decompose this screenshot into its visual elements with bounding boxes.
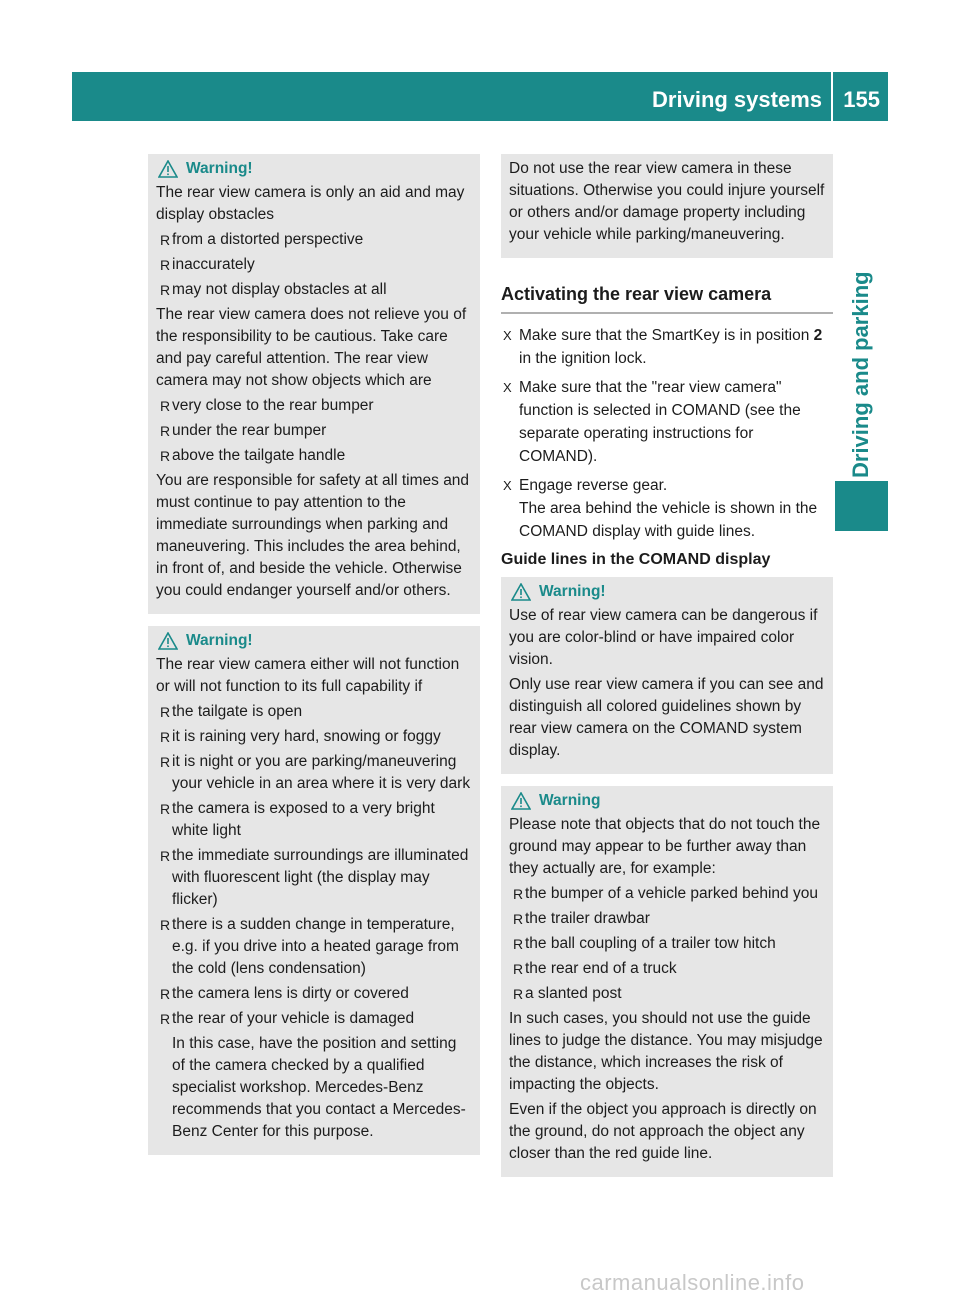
list-item: R it is raining very hard, snowing or foggy (160, 728, 441, 745)
list-item: R under the rear bumper (160, 422, 327, 439)
warning-box (501, 786, 833, 1177)
page-header (72, 72, 888, 121)
warning-note: In this case, have the position and setting of the camera checked by a qualified specialist workshop. Mercedes-Benz recommends that you contact a Mercedes-Benz Center for this purpose. (172, 1035, 466, 1140)
list-item: R from a distorted perspective (160, 231, 364, 248)
side-tab-label: Driving and parking (848, 271, 873, 478)
warning-title: Warning! (186, 632, 253, 649)
warning-title: Warning (539, 792, 601, 809)
warning-triangle-icon (511, 583, 531, 601)
step-arrow-icon: X (503, 478, 512, 493)
step-arrow-icon: X (503, 380, 512, 395)
warning-text: Use of rear view camera can be dangerous if you are color-blind or have impaired color vision. (509, 607, 818, 668)
warning-text: The rear view camera does not relieve you of the responsibility to be cautious. Take care and pay careful attention. The rear view camera may not show objects which are (156, 306, 467, 389)
warning-box (501, 577, 833, 774)
warning-triangle-icon (511, 792, 531, 810)
warning-triangle-icon (158, 632, 178, 650)
warning-box (148, 626, 480, 1155)
step-result: The area behind the vehicle is shown in the COMAND display with guide lines. (519, 500, 818, 540)
warning-text: In such cases, you should not use the guide lines to judge the distance. You may misjudge the distance, which increases the risk of impacting the objects. (509, 1010, 823, 1093)
list-item: R the immediate surroundings are illuminated with fluorescent light (the display may flicker) (160, 847, 469, 908)
left-column (148, 154, 480, 1155)
list-item: R the rear end of a truck (513, 960, 677, 977)
section-heading: Activating the rear view camera (501, 284, 772, 304)
list-item: R the ball coupling of a trailer tow hitch (513, 935, 776, 952)
list-item: R very close to the rear bumper (160, 397, 374, 414)
instruction-step: X Engage reverse gear. The area behind the vehicle is shown in the COMAND display with guide lines. (501, 474, 833, 543)
warning-heading (509, 581, 825, 603)
list-item: R it is night or you are parking/maneuvering your vehicle in an area where it is very dark (160, 753, 471, 792)
list-item: R the camera is exposed to a very bright white light (160, 800, 435, 839)
warning-text: The rear view camera is only an aid and may display obstacles (156, 184, 465, 223)
watermark: carmanualsonline.info (580, 1270, 805, 1295)
section-title: Driving systems (652, 87, 822, 112)
warning-text: Please note that objects that do not touch the ground may appear to be further away than they actually are, for example: (509, 816, 821, 877)
list-item: R the trailer drawbar (513, 910, 650, 927)
warning-title: Warning! (539, 583, 606, 600)
subheading: Guide lines in the COMAND display (501, 551, 771, 568)
warning-text: Even if the object you approach is directly on the ground, do not approach the object any closer than the red guide line. (509, 1101, 817, 1162)
list-item: R there is a sudden change in temperature, e.g. if you drive into a heated garage from the cold (lens condensation) (160, 916, 459, 977)
list-item: R the tailgate is open (160, 703, 303, 720)
warning-text: The rear view camera either will not function or will not function to its full capability if (156, 656, 460, 695)
right-column (501, 154, 833, 1177)
list-item: R the rear of your vehicle is damaged (160, 1010, 415, 1027)
warning-heading (156, 158, 472, 180)
instruction-step: X Make sure that the SmartKey is in position 2 in the ignition lock. (501, 324, 833, 370)
list-item: R the camera lens is dirty or covered (160, 985, 409, 1002)
list-item: R a slanted post (513, 985, 622, 1002)
side-tab-marker (835, 481, 888, 531)
page-number: 155 (843, 87, 880, 112)
warning-box (148, 154, 480, 614)
warning-heading (156, 630, 472, 652)
list-item: R may not display obstacles at all (160, 281, 387, 298)
list-item: R inaccurately (160, 256, 255, 273)
step-arrow-icon: X (503, 328, 512, 343)
list-item: R the bumper of a vehicle parked behind you (513, 885, 818, 902)
warning-heading (509, 790, 825, 812)
warning-triangle-icon (158, 160, 178, 178)
header-divider (831, 72, 833, 121)
warning-text: You are responsible for safety at all times and must continue to pay attention to the immediate surroundings when parking and maneuvering. This includes the area behind, in front of, and beside the vehicle. Otherwise you could endanger yourself and/or others. (156, 472, 470, 599)
section-divider (501, 312, 833, 314)
warning-text: Do not use the rear view camera in these situations. Otherwise you could injure yourself or others and/or damage property including your vehicle while parking/maneuvering. (509, 160, 825, 243)
warning-text: Only use rear view camera if you can see and distinguish all colored guidelines shown by rear view camera on the COMAND system display. (509, 676, 824, 759)
continued-warning-box (501, 154, 833, 258)
instruction-step: X Make sure that the "rear view camera" function is selected in COMAND (see the separate operating instructions for COMAND). (501, 376, 833, 468)
list-item: R above the tailgate handle (160, 447, 346, 464)
warning-title: Warning! (186, 160, 253, 177)
